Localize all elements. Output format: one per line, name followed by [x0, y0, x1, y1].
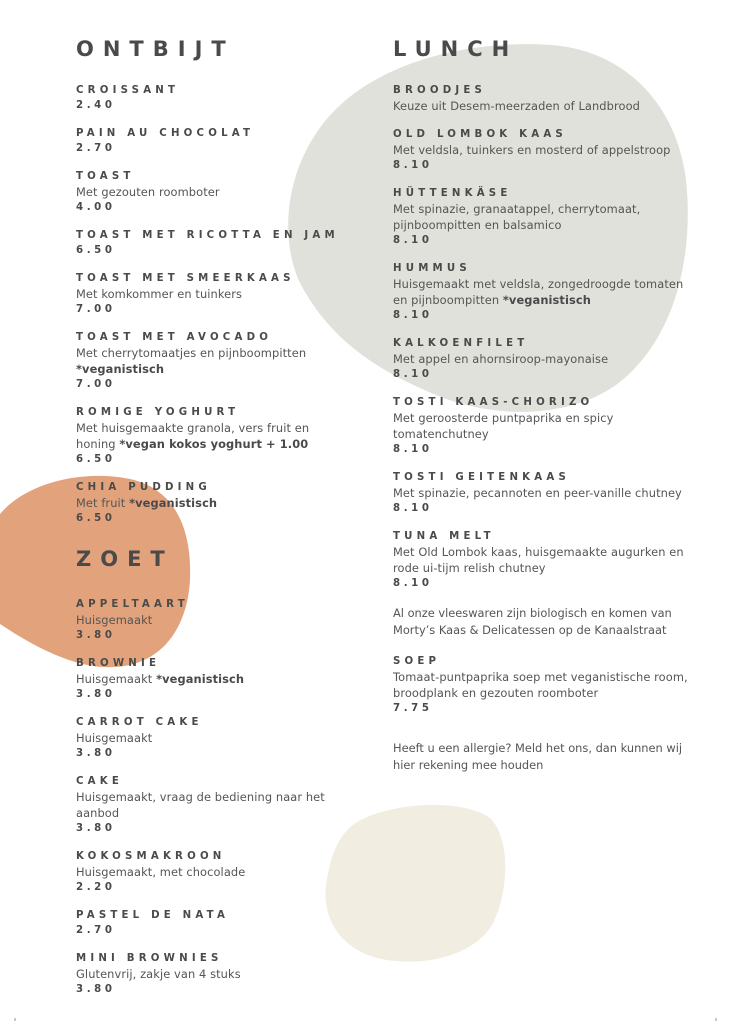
- item-price: 7.00: [76, 379, 116, 390]
- item-description-text: Met huisgemaakte granola, vers fruit en honing: [76, 421, 310, 451]
- item-description: [393, 98, 693, 114]
- item-description: [76, 420, 346, 452]
- menu-item: [76, 716, 346, 761]
- menu-item: [76, 170, 346, 215]
- menu-item: [76, 406, 346, 467]
- item-description: [393, 410, 693, 442]
- item-price: 3.80: [76, 984, 116, 995]
- item-price: 2.20: [76, 882, 116, 893]
- item-name: MINI BROWNIES: [76, 953, 223, 964]
- item-price: 6.50: [76, 513, 116, 524]
- menu-item: [76, 952, 346, 997]
- item-dietary-note: *vegan kokos yoghurt + 1.00: [119, 437, 309, 451]
- item-name: ROMIGE YOGHURT: [76, 407, 240, 418]
- item-dietary-note: *veganistisch: [76, 362, 165, 376]
- item-name: KOKOSMAKROON: [76, 851, 226, 862]
- lunch-title: LUNCH: [393, 37, 519, 61]
- item-description-text: Huisgemaakt, vraag de bediening naar het aanbod: [76, 790, 325, 820]
- item-name: TOSTI GEITENKAAS: [393, 472, 570, 483]
- menu-item: [76, 481, 346, 526]
- item-price: 4.00: [76, 202, 116, 213]
- item-description: [393, 142, 693, 158]
- item-dietary-note: *veganistisch: [129, 496, 218, 510]
- item-description: [76, 612, 346, 628]
- item-price: 8.10: [393, 160, 433, 171]
- item-description: [76, 495, 346, 511]
- item-description: [393, 485, 693, 501]
- item-description-text: Met komkommer en tuinkers: [76, 287, 243, 301]
- item-price: 3.80: [76, 823, 116, 834]
- item-description-text: Huisgemaakt: [76, 613, 153, 627]
- item-description: [76, 966, 346, 982]
- item-price: 8.10: [393, 369, 433, 380]
- menu-item: [76, 657, 346, 702]
- menu-item: [393, 471, 693, 516]
- item-name: CAKE: [76, 776, 124, 787]
- item-name: CROISSANT: [76, 85, 180, 96]
- item-description-text: Huisgemaakt: [76, 731, 153, 745]
- item-description: [76, 671, 346, 687]
- item-name: PASTEL DE NATA: [76, 910, 230, 921]
- menu-item: [393, 262, 693, 323]
- menu-item: [76, 272, 346, 317]
- menu-item: [393, 84, 693, 114]
- item-description: Tomaat-puntpaprika soep met veganistische room, broodplank en gezouten roomboter: [393, 670, 688, 700]
- item-description-text: Met appel en ahornsiroop-mayonaise: [393, 352, 609, 366]
- item-price: 8.10: [393, 310, 433, 321]
- menu-item-soep: [393, 655, 693, 716]
- item-name: BROWNIE: [76, 658, 161, 669]
- item-price: 3.80: [76, 689, 116, 700]
- item-name: HUMMUS: [393, 263, 471, 274]
- item-description: [76, 730, 346, 746]
- crop-mark: [715, 1018, 717, 1021]
- item-name: TOAST MET SMEERKAAS: [76, 273, 295, 284]
- menu-item: [393, 187, 693, 248]
- lunch-list: [393, 84, 693, 591]
- right-column: [393, 36, 693, 790]
- item-description-text: Met Old Lombok kaas, huisgemaakte augurken en rode ui-tijm relish chutney: [393, 545, 684, 575]
- menu-item: [393, 128, 693, 173]
- item-price: 7.75: [393, 703, 433, 714]
- item-description-text: Met gezouten roomboter: [76, 185, 220, 199]
- item-description-text: Huisgemaakt: [76, 672, 157, 686]
- item-dietary-note: *veganistisch: [156, 672, 245, 686]
- item-name: CARROT CAKE: [76, 717, 203, 728]
- item-price: 2.40: [76, 100, 116, 111]
- item-description: [76, 864, 346, 880]
- menu-item: [393, 530, 693, 591]
- item-description-text: Met spinazie, pecannoten en peer-vanille chutney: [393, 486, 682, 500]
- item-name: HÜTTENKÄSE: [393, 188, 512, 199]
- left-column: [76, 36, 346, 1011]
- item-name: TOAST: [76, 171, 135, 182]
- item-price: 7.00: [76, 304, 116, 315]
- item-price: 3.80: [76, 630, 116, 641]
- item-name: APPELTAART: [76, 599, 189, 610]
- item-price: 3.80: [76, 748, 116, 759]
- item-name: OLD LOMBOK KAAS: [393, 129, 567, 140]
- item-description: [393, 351, 693, 367]
- item-description: [76, 789, 346, 821]
- item-dietary-note: *veganistisch: [502, 293, 591, 307]
- item-price: 8.10: [393, 503, 433, 514]
- cream-blob: [322, 800, 508, 966]
- item-description-text: Met geroosterde puntpaprika en spicy tomatenchutney: [393, 411, 614, 441]
- zoet-list: [76, 598, 346, 997]
- item-description-text: Met veldsla, tuinkers en mosterd of appelstroop: [393, 143, 671, 157]
- crop-mark: [14, 1018, 16, 1021]
- item-description-text: Keuze uit Desem-meerzaden of Landbrood: [393, 99, 640, 113]
- item-price: 8.10: [393, 578, 433, 589]
- item-name: BROODJES: [393, 85, 487, 96]
- item-name: TOAST MET RICOTTA EN JAM: [76, 230, 339, 241]
- menu-item: [76, 127, 346, 156]
- item-description: [393, 544, 693, 576]
- item-description: [76, 286, 346, 302]
- item-price: 6.50: [76, 245, 116, 256]
- item-description-text: Huisgemaakt met veldsla, zongedroogde tomaten en pijnboompitten: [393, 277, 684, 307]
- menu-item: [76, 850, 346, 895]
- item-description: [393, 276, 693, 308]
- item-description-text: Met cherrytomaatjes en pijnboompitten: [76, 346, 307, 360]
- item-name: TOSTI KAAS-CHORIZO: [393, 397, 594, 408]
- item-description: [393, 201, 693, 233]
- menu-item: [76, 84, 346, 113]
- item-name: CHIA PUDDING: [76, 482, 211, 493]
- menu-item: [76, 331, 346, 392]
- item-price: 8.10: [393, 235, 433, 246]
- zoet-title: ZOET: [76, 547, 174, 571]
- lunch-info-note: Al onze vleeswaren zijn biologisch en komen van Morty’s Kaas & Delicatessen op de Kanaalstraat: [393, 606, 672, 637]
- menu-item: [76, 775, 346, 836]
- item-description-text: Huisgemaakt, met chocolade: [76, 865, 246, 879]
- menu-item: [393, 396, 693, 457]
- menu-item: [393, 337, 693, 382]
- item-description-text: Glutenvrij, zakje van 4 stuks: [76, 967, 241, 981]
- menu-item: [76, 598, 346, 643]
- ontbijt-list: [76, 84, 346, 526]
- ontbijt-title: ONTBIJT: [76, 37, 235, 61]
- menu-item: [76, 229, 346, 258]
- item-name: KALKOENFILET: [393, 338, 529, 349]
- item-name: PAIN AU CHOCOLAT: [76, 128, 255, 139]
- item-price: 8.10: [393, 444, 433, 455]
- item-price: 6.50: [76, 454, 116, 465]
- item-price: 2.70: [76, 143, 116, 154]
- menu-item: [76, 909, 346, 938]
- item-name: TOAST MET AVOCADO: [76, 332, 273, 343]
- item-description-text: Met fruit: [76, 496, 130, 510]
- item-description: [76, 184, 346, 200]
- item-description: [76, 345, 346, 377]
- item-name: TUNA MELT: [393, 531, 495, 542]
- item-name: SOEP: [393, 656, 441, 667]
- allergy-note: Heeft u een allergie? Meld het ons, dan kunnen wij hier rekening mee houden: [393, 741, 683, 772]
- item-description-text: Met spinazie, granaatappel, cherrytomaat, pijnboompitten en balsamico: [393, 202, 641, 232]
- item-price: 2.70: [76, 925, 116, 936]
